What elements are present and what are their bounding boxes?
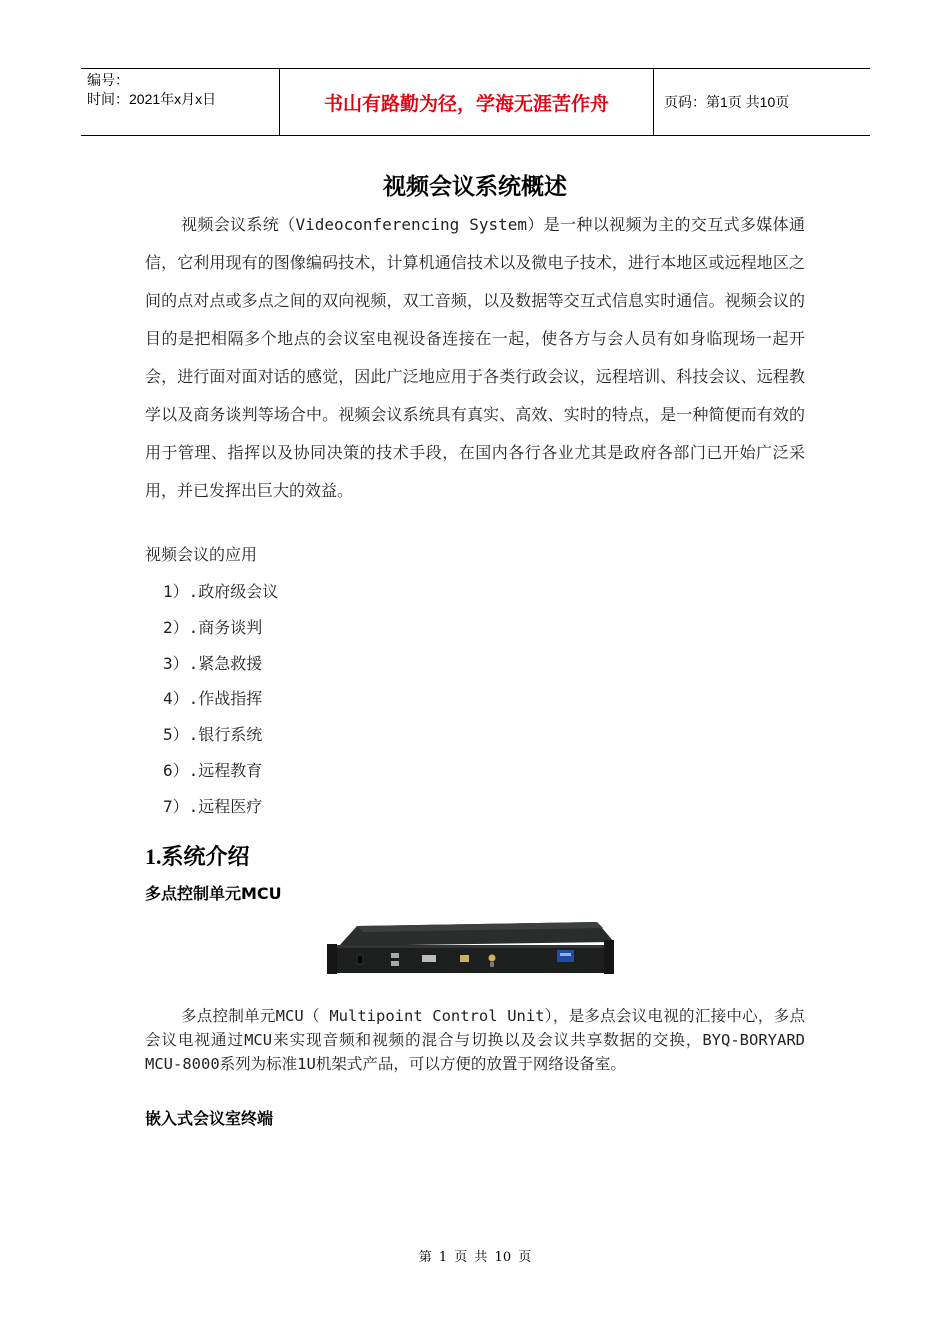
terminal-heading: 嵌入式会议室终端 (145, 1109, 274, 1128)
list-item: 7）.远程医疗 (163, 796, 263, 816)
applications-list (163, 578, 278, 829)
list-item: 5）.银行系统 (163, 725, 263, 745)
mcu-description: 多点控制单元MCU（ Multipoint Control Unit），是多点会议电视的汇接中心，多点会议电视通过MCU来实现音频和视频的混合与切换以及会议共享数据的交换，BYQ-BORYARD MCU-8000系列为标准1U机架式产品，可以方便的放置于网络设备室。 (145, 1007, 805, 1073)
applications-heading: 视频会议的应用 (145, 545, 258, 564)
date-label: 时间：2021年x月x日 (87, 91, 217, 107)
section-heading: 1.系统介绍 (145, 844, 250, 869)
header-motto: 书山有路勤为径，学海无涯苦作舟 (280, 69, 654, 135)
intro-paragraph: 视频会议系统（Videoconferencing System）是一种以视频为主的交互式多媒体通信，它利用现有的图像编码技术，计算机通信技术以及微电子技术，进行本地区或远程地区之间的点对点或多点之间的双向视频，双工音频，以及数据等交互式信息实时通信。视频会议的目的是把相隔多个地点的会议室电视设备连接在一起，使各方与会人员有如身临现场一起开会，进行面对面对话的感觉，因此广泛地应用于各类行政会议，远程培训、科技会议、远程教学以及商务谈判等场合中。视频会议系统具有真实、高效、实时的特点，是一种简便而有效的用于管理、指挥以及协同决策的技术手段，在国内各行各业尤其是政府各部门已开始广泛采用，并已发挥出巨大的效益。 (145, 215, 805, 500)
mcu-heading: 多点控制单元MCU (145, 884, 282, 903)
header-page-info: 页码：第1页 共10页 (664, 94, 790, 110)
page-title: 视频会议系统概述 (383, 174, 567, 200)
list-item: 2）.商务谈判 (163, 617, 263, 637)
header-meta (81, 69, 280, 135)
page-footer: 第 1 页 共 10 页 (418, 1250, 532, 1265)
list-item: 3）.紧急救援 (163, 653, 263, 673)
number-label: 编号： (87, 72, 129, 88)
mcu-device-image (327, 912, 614, 976)
list-item: 1）.政府级会议 (163, 582, 279, 601)
document-header (81, 68, 870, 136)
list-item: 4）.作战指挥 (163, 689, 263, 709)
list-item: 6）.远程教育 (163, 760, 263, 780)
